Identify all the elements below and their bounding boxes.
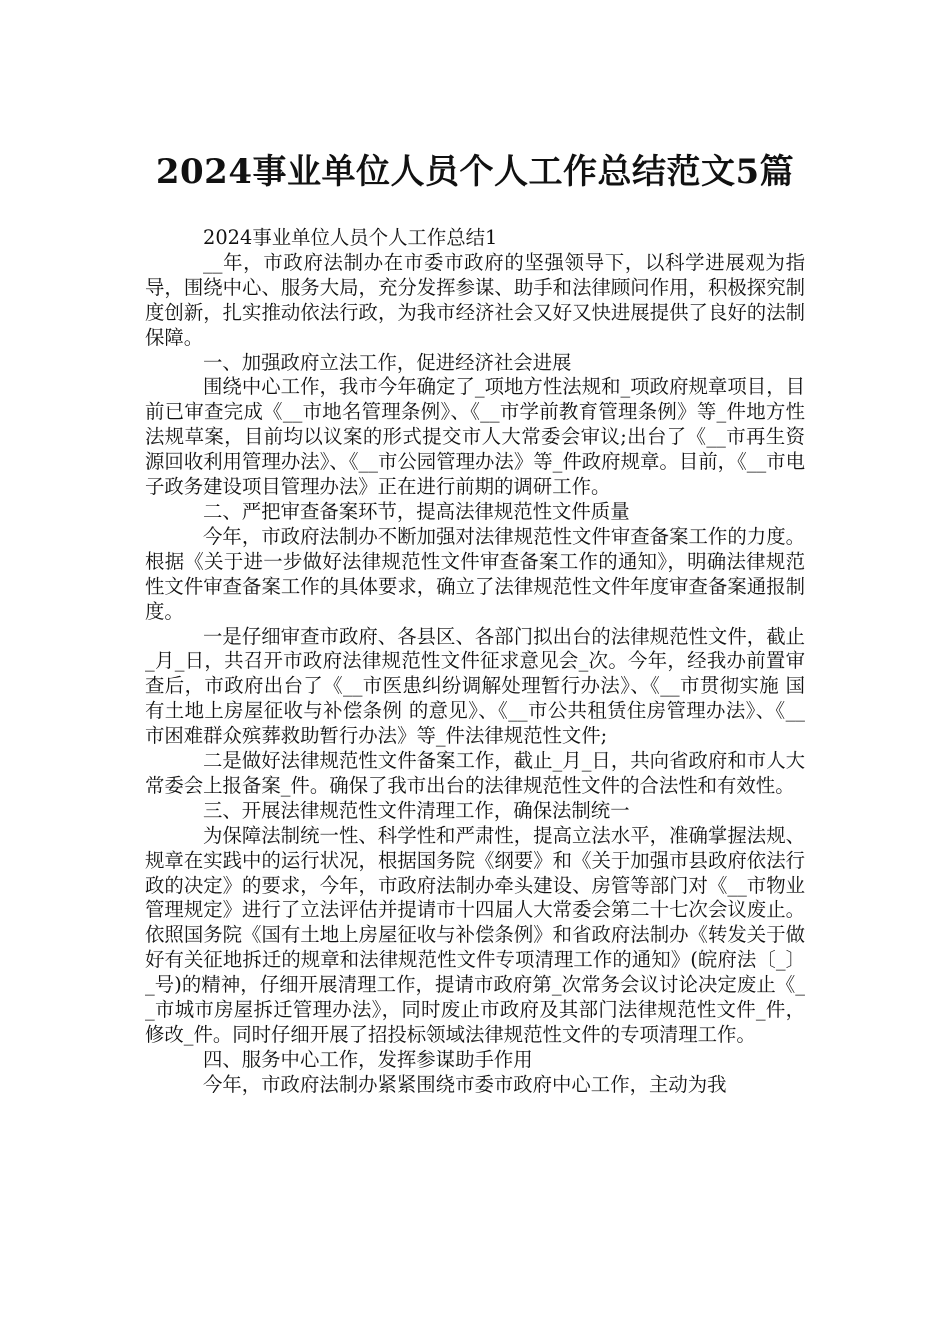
body-paragraph: 围绕中心工作，我市今年确定了_项地方性法规和_项政府规章项目，目前已审查完成《__市地名管理条例》、《__市学前教育管理条例》等_件地方性法规草案，目前均以议案的形式提交市人大常委会审议;出台了《__市再生资源回收利用管理办法》、《__市公园管理办法》等_件政府规章。目前，《__市电子政务建设项目管理办法》正在进行前期的调研工作。 (145, 375, 805, 499)
document-body (145, 226, 805, 1098)
section-heading: 一、加强政府立法工作，促进经济社会进展 (203, 350, 572, 374)
section-heading: 三、开展法律规范性文件清理工作，确保法制统一 (203, 798, 630, 822)
section-heading: 四、服务中心工作，发挥参谋助手作用 (203, 1047, 533, 1071)
body-paragraph: 一是仔细审查市政府、各县区、各部门拟出台的法律规范性文件，截止_月_日，共召开市政府法律规范性文件征求意见会_次。今年，经我办前置审查后，市政府出台了《__市医患纠纷调解处理暂行办法》、《__市贯彻实施 国有土地上房屋征收与补偿条例 的意见》、《__市公共租赁住房管理办法》、《__市困难群众殡葬救助暂行办法》等_件法律规范性文件; (145, 624, 805, 748)
body-paragraph: 二是做好法律规范性文件备案工作，截止_月_日，共向省政府和市人大常委会上报备案_件。确保了我市出台的法律规范性文件的合法性和有效性。 (145, 749, 805, 797)
document-title: 2024事业单位人员个人工作总结范文5篇 (155, 151, 795, 192)
section-heading: 2024事业单位人员个人工作总结1 (203, 226, 498, 249)
body-paragraph: 为保障法制统一性、科学性和严肃性，提高立法水平，准确掌握法规、规章在实践中的运行状况，根据国务院《纲要》和《关于加强市县政府依法行政的决定》的要求，今年，市政府法制办牵头建设、房管等部门对《__市物业管理规定》进行了立法评估并提请市十四届人大常委会第二十七次会议废止。依照国务院《国有土地上房屋征收与补偿条例》和省政府法制办《转发关于做好有关征地拆迁的规章和法律规范性文件专项清理工作的通知》(皖府法〔_〕_号)的精神，仔细开展清理工作，提请市政府第_次常务会议讨论决定废止《__市城市房屋拆迁管理办法》，同时废止市政府及其部门法律规范性文件_件，修改_件。同时仔细开展了招投标领域法律规范性文件的专项清理工作。 (145, 823, 805, 1046)
body-paragraph: 今年，市政府法制办紧紧围绕市委市政府中心工作，主动为我 (203, 1072, 727, 1096)
section-heading: 二、严把审查备案环节，提高法律规范性文件质量 (203, 499, 630, 523)
body-paragraph: 今年，市政府法制办不断加强对法律规范性文件审查备案工作的力度。根据《关于进一步做好法律规范性文件审查备案工作的通知》，明确法律规范性文件审查备案工作的具体要求，确立了法律规范性文件年度审查备案通报制度。 (145, 524, 805, 623)
body-paragraph: __年，市政府法制办在市委市政府的坚强领导下，以科学进展观为指导，围绕中心、服务大局，充分发挥参谋、助手和法律顾问作用，积极探究制度创新，扎实推动依法行政，为我市经济社会又好又快进展提供了良好的法制保障。 (145, 250, 805, 349)
